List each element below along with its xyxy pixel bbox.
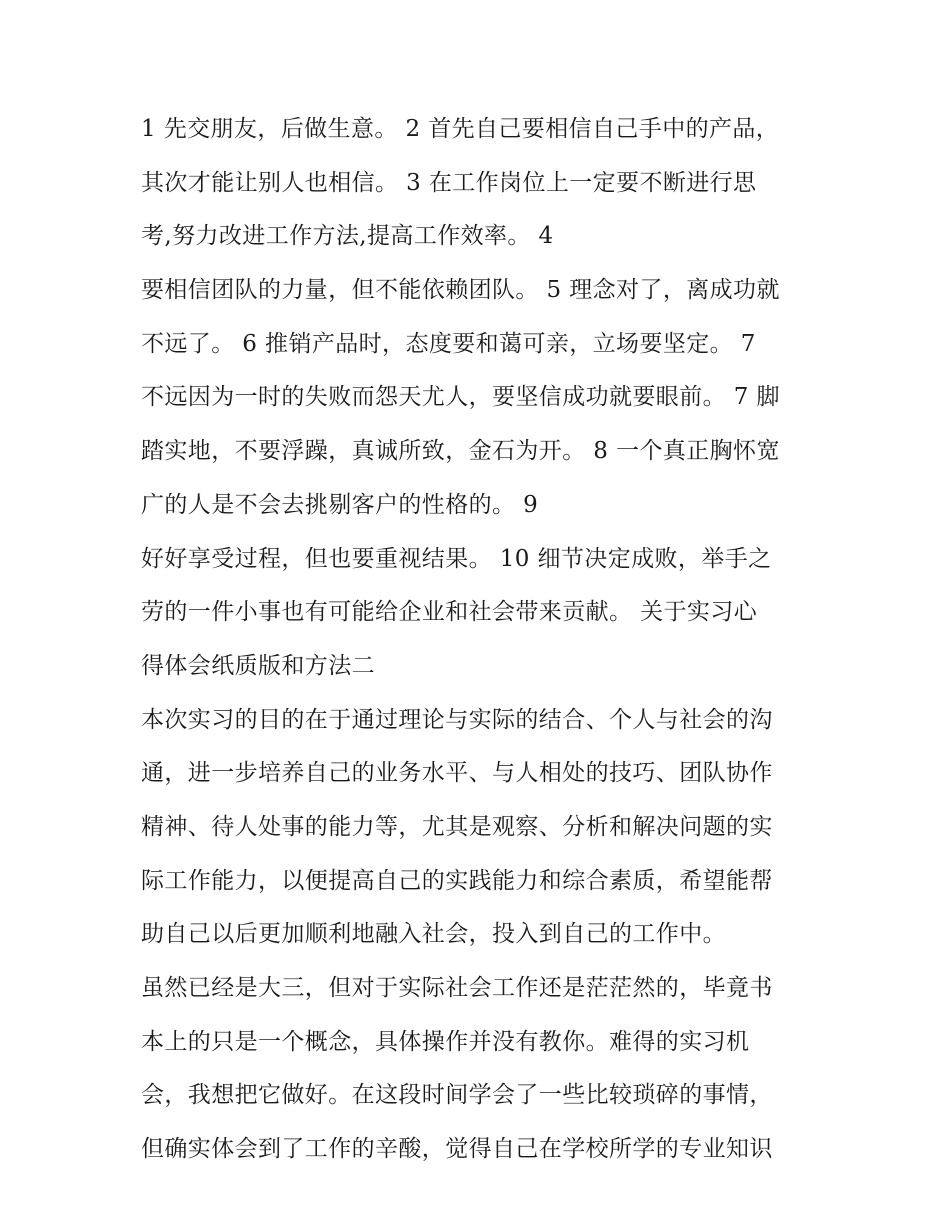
- text-line: 助自己以后更加顺利地融入社会，投入到自己的工作中。: [141, 921, 726, 948]
- text-line: 虽然已经是大三，但对于实际社会工作还是茫茫然的，毕竟书: [141, 975, 773, 1001]
- text-line: 要相信团队的力量，但不能依赖团队。 5 理念对了，离成功就: [141, 277, 780, 304]
- text-line: 其次才能让别人也相信。 3 在工作岗位上一定要不断进行思: [141, 169, 757, 196]
- text-line: 踏实地，不要浮躁，真诚所致，金石为开。 8 一个真正胸怀宽: [141, 438, 780, 465]
- document-body: [141, 103, 821, 1177]
- text-line: 精神、待人处事的能力等，尤其是观察、分析和解决问题的实: [141, 813, 773, 840]
- text-line: 劳的一件小事也有可能给企业和社会带来贡献。 关于实习心: [141, 599, 758, 626]
- text-line: 会，我想把它做好。在这段时间学会了一些比较琐碎的事情，: [141, 1082, 773, 1109]
- text-line: 通，进一步培养自己的业务水平、与人相处的技巧、团队协作: [141, 760, 773, 787]
- text-line: 但确实体会到了工作的辛酸，觉得自己在学校所学的专业知识: [141, 1136, 773, 1163]
- text-line: 不远因为一时的失败而怨天尤人，要坚信成功就要眼前。 7 脚: [141, 384, 780, 411]
- text-line: 得体会纸质版和方法二: [141, 652, 375, 679]
- text-line: 本次实习的目的在于通过理论与实际的结合、个人与社会的沟: [141, 706, 773, 733]
- text-line: 际工作能力，以便提高自己的实践能力和综合素质，希望能帮: [141, 867, 773, 894]
- text-line: 广的人是不会去挑剔客户的性格的。 9: [141, 491, 539, 518]
- text-line: 1 先交朋友，后做生意。 2 首先自己要相信自己手中的产品，: [141, 116, 780, 142]
- text-line: 考,努力改进工作方法,提高工作效率。 4: [141, 223, 554, 250]
- text-line: 不远了。 6 推销产品时，态度要和蔼可亲，立场要坚定。 7: [141, 330, 756, 357]
- text-line: 本上的只是一个概念，具体操作并没有教你。难得的实习机: [141, 1028, 750, 1055]
- text-line: 好好享受过程，但也要重视结果。 10 细节决定成败，举手之: [141, 545, 772, 572]
